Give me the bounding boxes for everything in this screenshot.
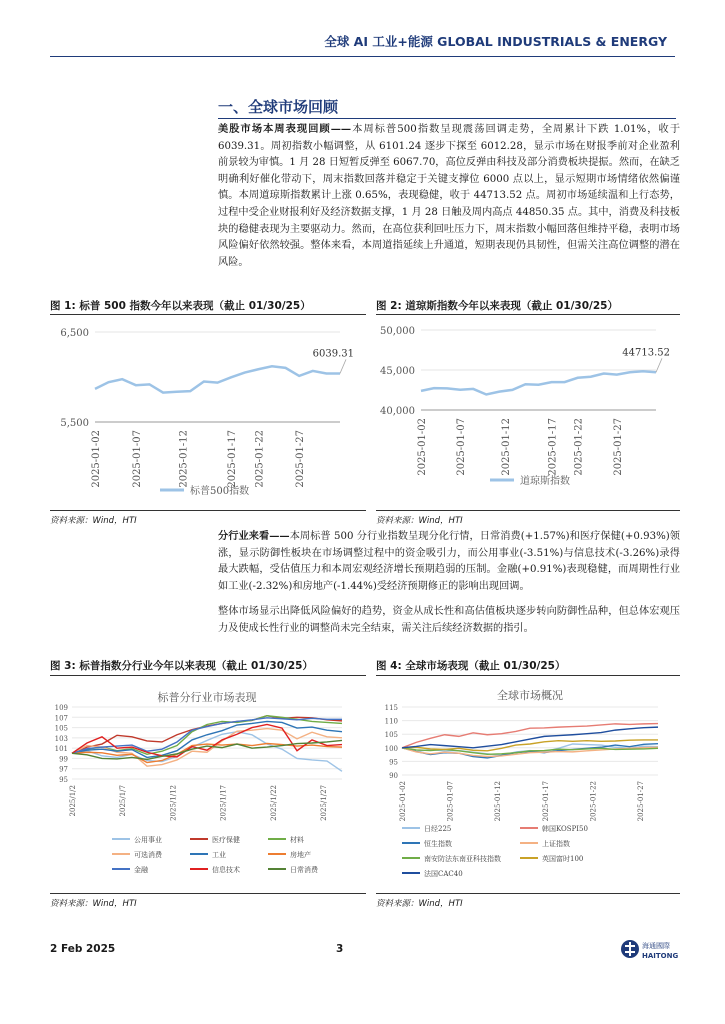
x-tick-label: 2025/1/22: [269, 785, 278, 821]
fig3-caption: 图 3: 标普指数分行业今年以来表现（截止 01/30/25）: [50, 660, 313, 672]
y-tick-label: 115: [384, 704, 398, 712]
paragraph-lead: 美股市场本周表现回顾——: [218, 123, 352, 135]
fig1-source: 资料来源：Wind，HTI: [50, 516, 137, 526]
fig3-bottom-rule: [50, 893, 366, 894]
legend-label: 日常消费: [290, 866, 318, 874]
legend-label: 上证指数: [542, 840, 570, 848]
y-tick-label: 5,500: [60, 418, 89, 429]
chart-title: 标普分行业市场表现: [157, 691, 257, 704]
x-tick-label: 2025-01-27: [612, 418, 624, 476]
chart-title: 全球市场概况: [497, 689, 563, 702]
fig2-rule: [376, 314, 680, 315]
x-tick-label: 2025-01-17: [541, 781, 550, 822]
legend-label: 材料: [290, 836, 304, 844]
paragraph-text: 整体市场显示出降低风险偏好的趋势，资金从成长性和高估值板块逐步转向防御性品种，但总体宏观压力及使成长性行业的调整尚未完全结束，需关注后续经济数据的指引。: [218, 606, 680, 634]
y-tick-label: 109: [54, 704, 68, 712]
fig4-source: 资料来源：Wind，HTI: [376, 899, 463, 909]
x-tick-label: 2025-01-07: [456, 418, 468, 476]
y-tick-label: 90: [389, 772, 398, 780]
data-label: 44713.52: [622, 347, 670, 359]
x-tick-label: 2025-01-12: [494, 781, 503, 822]
legend-label: 医疗保健: [212, 836, 240, 844]
fig4-caption: 图 4: 全球市场表现（截止 01/30/25）: [376, 660, 566, 672]
y-tick-label: 101: [54, 745, 68, 754]
chart-sp500: [50, 318, 366, 508]
x-tick-label: 2025-01-27: [637, 781, 646, 822]
fig2-bottom-rule: [376, 510, 680, 511]
paragraph-lead: 分行业来看——: [218, 530, 290, 542]
y-tick-label: 95: [59, 776, 68, 784]
y-tick-label: 6,500: [60, 328, 89, 339]
paragraph-text: 本周标普 500 分行业指数呈现分化行情，日常消费(+1.57%)和医疗保健(+0.93%)领涨，显示防御性板块在市场调整过程中的资金吸引力，而公用事业(-3.51%)与信息技术(-3.26%)录得最大跌幅，受估值压力和本周宏观经济增长预期趋弱的压制。金融(+0.91%)表现稳健，而周期性行业如工业(-2.32%)和房地产(-1.44%)受经济预期修正的影响出现回调。: [218, 531, 680, 592]
section-rule: [218, 118, 676, 119]
legend-label: 金融: [134, 866, 148, 874]
x-tick-label: 2025-01-02: [417, 418, 428, 476]
y-tick-label: 105: [384, 731, 398, 740]
x-tick-label: 2025/1/2: [69, 785, 77, 817]
paragraph-overall: [218, 604, 680, 637]
x-tick-label: 2025/1/27: [320, 785, 329, 821]
legend-label: 房地产: [290, 851, 311, 859]
x-tick-label: 2025/1/12: [169, 785, 178, 821]
x-tick-label: 2025/1/7: [119, 785, 128, 817]
chart-sectors: [50, 679, 366, 891]
legend-label: 韩国KOSPI50: [542, 825, 588, 833]
y-tick-label: 103: [54, 734, 68, 743]
fig2-source: 资料来源：Wind，HTI: [376, 516, 463, 526]
x-tick-label: 2025-01-17: [227, 430, 239, 488]
y-tick-label: 107: [54, 714, 68, 723]
y-tick-label: 40,000: [380, 406, 415, 417]
data-label-leader: [340, 359, 346, 373]
x-tick-label: 2025-01-07: [446, 781, 455, 822]
y-tick-label: 97: [59, 765, 68, 774]
x-tick-label: 2025/1/17: [219, 785, 228, 821]
x-tick-label: 2025-01-22: [589, 781, 598, 822]
legend-label: 日经225: [424, 825, 452, 833]
series-line: [402, 727, 658, 748]
logo-en: HAITONG: [642, 952, 679, 960]
haitong-logo-icon: [620, 938, 680, 962]
y-tick-label: 45,000: [380, 366, 415, 377]
haitong-logo: [620, 938, 680, 966]
legend-label: 恒生指数: [424, 840, 452, 848]
x-tick-label: 2025-01-22: [254, 430, 266, 488]
y-tick-label: 99: [59, 755, 68, 764]
x-tick-label: 2025-01-22: [573, 418, 585, 476]
section-title: 一、全球市场回顾: [218, 98, 339, 116]
y-tick-label: 50,000: [380, 326, 415, 337]
legend-label: 公用事业: [134, 836, 162, 844]
y-tick-label: 110: [384, 717, 398, 726]
x-tick-label: 2025-01-02: [399, 781, 407, 822]
footer-date: 2 Feb 2025: [50, 943, 116, 955]
y-tick-label: 100: [384, 744, 398, 753]
chart-global: [376, 679, 680, 891]
x-tick-label: 2025-01-27: [295, 430, 307, 488]
legend-label: 道琼斯指数: [520, 476, 570, 487]
legend-label: 标普500指数: [190, 486, 250, 497]
logo-cn: 海通國際: [642, 942, 670, 950]
legend-label: 南安防法东南亚科技指数: [424, 855, 501, 863]
legend-label: 英国富时100: [542, 855, 584, 863]
legend-label: 可选消费: [134, 851, 162, 859]
paragraph-us-market: [218, 121, 680, 271]
fig3-source: 资料来源：Wind，HTI: [50, 899, 137, 909]
data-label: 6039.31: [312, 348, 354, 360]
legend-label: 法国CAC40: [424, 870, 463, 878]
report-header: 全球 AI 工业+能源 GLOBAL INDUSTRIALS & ENERGY: [324, 34, 667, 49]
paragraph-text: 本周标普500指数呈现震荡回调走势，全周累计下跌 1.01%，收于 6039.31。周初指数小幅调整，从 6101.24 逐步下探至 6012.28，显示市场在财报季前对企业盈利前景较为审慎。1 月 28 日短暂反弹至 6067.70，高位反弹由科技及部分消费板块提振。然而，在缺乏明确利好催化带动下，周末指数回落并稳定于关键支撑位 6000 点以上，显示短期市场情绪依然偏谨慎。本周道琼斯指数累计上涨 0.65%，表现稳健，收于 44713.52 点。周初市场延续温和上行态势，过程中受企业财报利好及经济数据支撑，1 月 28 日触及周内高点 44850.35 点。其中，消费及科技板块的稳健表现为主要驱动力。然而，在高位获利回吐压力下，周末指数小幅回落但维持平稳，表明市场风险偏好依然较强。整体来看，本周道指延续上升通道，短期表现仍具韧性，但需关注高位调整的潜在风险。: [218, 124, 681, 268]
fig3-rule: [50, 675, 366, 676]
x-tick-label: 2025-01-12: [178, 430, 190, 488]
y-tick-label: 95: [389, 758, 398, 767]
data-label-leader: [656, 358, 662, 372]
fig4-rule: [376, 675, 680, 676]
legend-label: 信息技术: [212, 866, 240, 874]
legend-label: 工业: [212, 851, 226, 859]
fig1-rule: [50, 314, 366, 315]
header-rule: [50, 56, 675, 57]
fig4-bottom-rule: [376, 893, 680, 894]
x-tick-label: 2025-01-17: [547, 418, 559, 476]
chart-dow: [376, 318, 680, 508]
fig1-caption: 图 1: 标普 500 指数今年以来表现（截止 01/30/25）: [50, 300, 311, 312]
fig2-caption: 图 2: 道琼斯指数今年以来表现（截止 01/30/25）: [376, 300, 618, 312]
series-line: [95, 366, 340, 392]
x-tick-label: 2025-01-12: [500, 418, 512, 476]
page-number: 3: [336, 943, 344, 955]
paragraph-sectors: [218, 528, 680, 595]
fig1-bottom-rule: [50, 510, 366, 511]
series-line: [421, 371, 656, 394]
y-tick-label: 105: [54, 724, 68, 733]
x-tick-label: 2025-01-02: [91, 430, 102, 488]
x-tick-label: 2025-01-07: [131, 430, 143, 488]
